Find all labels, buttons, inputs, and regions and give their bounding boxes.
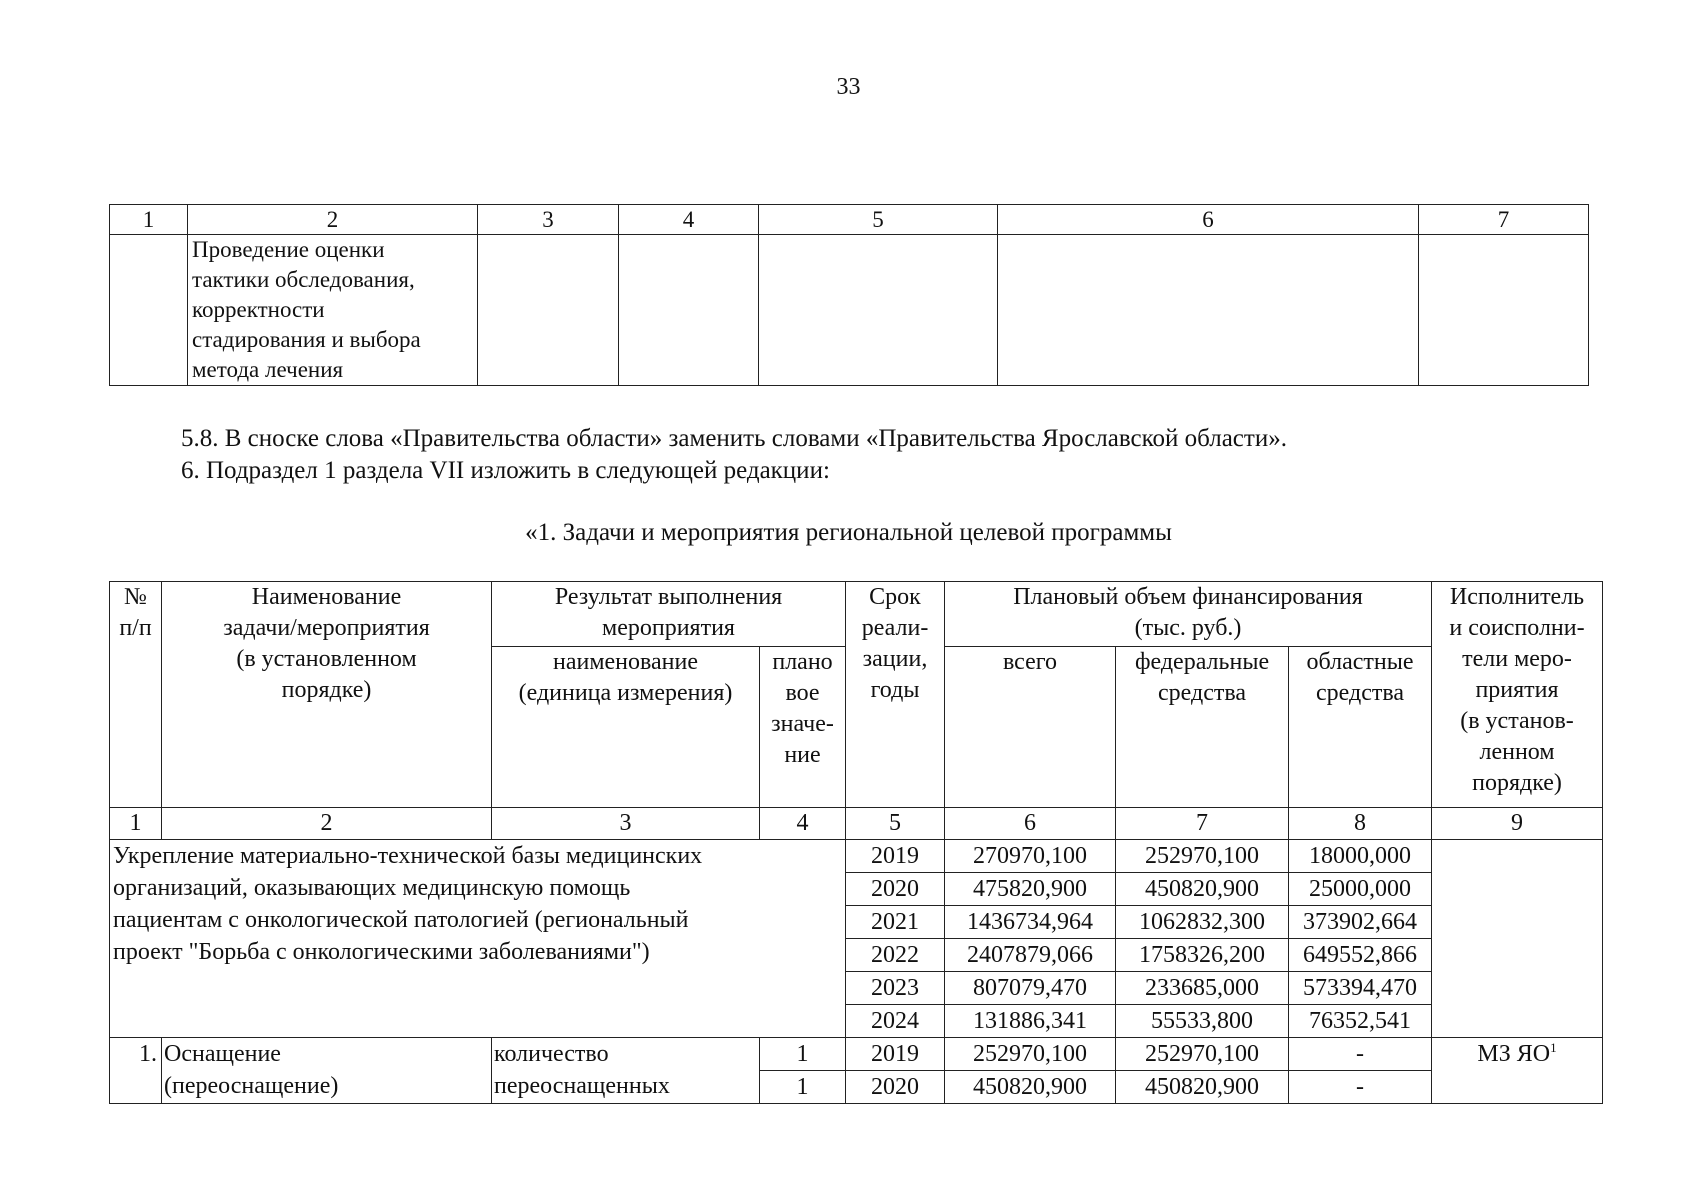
text-line: корректности xyxy=(192,297,325,322)
total-cell: 252970,100 xyxy=(945,1038,1116,1071)
plan-value-cell: 1 xyxy=(760,1071,846,1104)
header-line: (единица измерения) xyxy=(518,680,733,706)
header-line: приятия xyxy=(1475,677,1559,703)
col-number-cell: 5 xyxy=(846,808,945,840)
header-line: ние xyxy=(784,742,821,768)
regional-cell: 573394,470 xyxy=(1289,972,1432,1005)
header-name xyxy=(162,582,492,808)
header-line: значе- xyxy=(771,711,834,737)
total-cell: 807079,470 xyxy=(945,972,1116,1005)
header-line: зации, xyxy=(862,646,928,672)
text-line: стадирования и выбора xyxy=(192,327,421,352)
footnote-marker: 1 xyxy=(1550,1040,1557,1055)
header-line: Срок xyxy=(869,584,921,610)
total-cell: 270970,100 xyxy=(945,840,1116,873)
header-line: порядке) xyxy=(1472,770,1562,796)
continuation-table-header-row xyxy=(110,205,1589,235)
total-cell: 2407879,066 xyxy=(945,939,1116,972)
text-line: Оснащение xyxy=(164,1041,281,1067)
header-line: средства xyxy=(1158,680,1247,706)
continuation-table xyxy=(109,204,1589,386)
header-line: областные xyxy=(1306,649,1414,675)
item-result-cell xyxy=(492,1038,760,1104)
empty-cell xyxy=(110,235,188,386)
header-line: Плановый объем финансирования xyxy=(1013,584,1363,610)
federal-cell: 450820,900 xyxy=(1116,873,1289,906)
header-line: тели меро- xyxy=(1462,646,1572,672)
federal-cell: 1758326,200 xyxy=(1116,939,1289,972)
header-fin-regional xyxy=(1289,647,1432,808)
text-line: пациентам с онкологической патологией (региональный xyxy=(113,907,689,933)
text-line: Укрепление материально-технической базы медицинских xyxy=(113,843,703,869)
header-line: средства xyxy=(1316,680,1405,706)
col-number-cell: 7 xyxy=(1419,205,1589,235)
header-result xyxy=(492,582,846,647)
executor-cell xyxy=(1432,1038,1603,1104)
table-row xyxy=(110,840,1603,873)
col-number-cell: 9 xyxy=(1432,808,1603,840)
col-number-cell: 4 xyxy=(619,205,759,235)
regional-cell: 649552,866 xyxy=(1289,939,1432,972)
col-number-cell: 1 xyxy=(110,808,162,840)
header-line: плано xyxy=(772,649,833,675)
col-number-cell: 1 xyxy=(110,205,188,235)
col-number-cell: 7 xyxy=(1116,808,1289,840)
col-number-cell: 2 xyxy=(162,808,492,840)
regional-cell: 18000,000 xyxy=(1289,840,1432,873)
federal-cell: 1062832,300 xyxy=(1116,906,1289,939)
table-row xyxy=(110,235,1589,386)
header-line: годы xyxy=(870,677,920,703)
executor-empty-cell xyxy=(1432,840,1603,1038)
header-line: п/п xyxy=(119,615,152,641)
federal-cell: 233685,000 xyxy=(1116,972,1289,1005)
header-line: Исполнитель xyxy=(1449,584,1585,610)
header-executor xyxy=(1432,582,1603,808)
text-line: Проведение оценки xyxy=(192,237,385,262)
header-line: и соисполни- xyxy=(1449,615,1585,641)
empty-cell xyxy=(759,235,998,386)
text-line: тактики обследования, xyxy=(192,267,415,292)
year-cell: 2023 xyxy=(846,972,945,1005)
header-line: Наименование xyxy=(251,584,402,610)
text-line: метода лечения xyxy=(192,357,344,382)
federal-cell: 450820,900 xyxy=(1116,1071,1289,1104)
total-cell: 1436734,964 xyxy=(945,906,1116,939)
header-line: реали- xyxy=(861,615,929,641)
item-name-cell xyxy=(162,1038,492,1104)
header-result-name xyxy=(492,647,760,808)
federal-cell: 55533,800 xyxy=(1116,1005,1289,1038)
text-line: организаций, оказывающих медицинскую помощь xyxy=(113,875,631,901)
regional-cell: 25000,000 xyxy=(1289,873,1432,906)
year-cell: 2020 xyxy=(846,1071,945,1104)
regional-cell: - xyxy=(1289,1038,1432,1071)
col-number-cell: 2 xyxy=(188,205,478,235)
regional-cell: 76352,541 xyxy=(1289,1005,1432,1038)
header-line: всего xyxy=(1002,649,1058,675)
col-number-cell: 3 xyxy=(492,808,760,840)
empty-cell xyxy=(1419,235,1589,386)
federal-cell: 252970,100 xyxy=(1116,1038,1289,1071)
regional-cell: 373902,664 xyxy=(1289,906,1432,939)
col-number-cell: 4 xyxy=(760,808,846,840)
header-line: (тыс. руб.) xyxy=(1134,615,1242,641)
header-finance xyxy=(945,582,1432,647)
empty-cell xyxy=(998,235,1419,386)
col-number-cell: 6 xyxy=(998,205,1419,235)
col-number-cell: 8 xyxy=(1289,808,1432,840)
text-line: количество xyxy=(494,1041,609,1067)
col-number-cell: 6 xyxy=(945,808,1116,840)
header-line: № xyxy=(124,584,147,610)
header-fin-federal xyxy=(1116,647,1289,808)
year-cell: 2019 xyxy=(846,840,945,873)
header-fin-total xyxy=(945,647,1116,808)
year-cell: 2019 xyxy=(846,1038,945,1071)
table-title: «1. Задачи и мероприятия региональной целевой программы xyxy=(525,519,1172,546)
year-cell: 2021 xyxy=(846,906,945,939)
total-cell: 475820,900 xyxy=(945,873,1116,906)
table-header-row xyxy=(110,582,1603,647)
header-line: (в установленном xyxy=(236,646,417,672)
year-cell: 2024 xyxy=(846,1005,945,1038)
header-line: федеральные xyxy=(1134,649,1270,675)
text-line: переоснащенных xyxy=(494,1073,670,1099)
table-row xyxy=(110,1038,1603,1071)
year-cell: 2020 xyxy=(846,873,945,906)
header-num xyxy=(110,582,162,808)
header-term xyxy=(846,582,945,808)
federal-cell: 252970,100 xyxy=(1116,840,1289,873)
col-number-cell: 3 xyxy=(478,205,619,235)
total-cell: 450820,900 xyxy=(945,1071,1116,1104)
program-tasks-table xyxy=(109,581,1603,1104)
header-result-plan xyxy=(760,647,846,808)
year-cell: 2022 xyxy=(846,939,945,972)
amendment-paragraph: 5.8. В сноске слова «Правительства области» заменить словами «Правительства Ярославской области». xyxy=(181,425,1287,452)
header-line: Результат выполнения xyxy=(554,584,783,610)
plan-value-cell: 1 xyxy=(760,1038,846,1071)
col-number-cell: 5 xyxy=(759,205,998,235)
header-line: порядке) xyxy=(281,677,372,703)
empty-cell xyxy=(478,235,619,386)
amendment-paragraph: 6. Подраздел 1 раздела VII изложить в следующей редакции: xyxy=(181,457,830,484)
task-name-cell xyxy=(110,840,846,1038)
item-number-cell: 1. xyxy=(110,1038,162,1104)
header-line: наименование xyxy=(552,649,699,675)
page-number: 33 xyxy=(836,74,861,100)
executor-text: МЗ ЯО xyxy=(1477,1041,1551,1067)
column-numbers-row xyxy=(110,808,1603,840)
empty-cell xyxy=(619,235,759,386)
header-line: задачи/мероприятия xyxy=(223,615,430,641)
total-cell: 131886,341 xyxy=(945,1005,1116,1038)
header-line: (в установ- xyxy=(1460,708,1574,734)
regional-cell: - xyxy=(1289,1071,1432,1104)
text-line: (переоснащение) xyxy=(164,1073,339,1099)
header-line: ленном xyxy=(1479,739,1555,765)
header-line: вое xyxy=(785,680,820,706)
header-line: мероприятия xyxy=(602,615,735,641)
activity-text-cell xyxy=(188,235,478,386)
text-line: проект "Борьба с онкологическими заболеваниями") xyxy=(113,939,650,965)
